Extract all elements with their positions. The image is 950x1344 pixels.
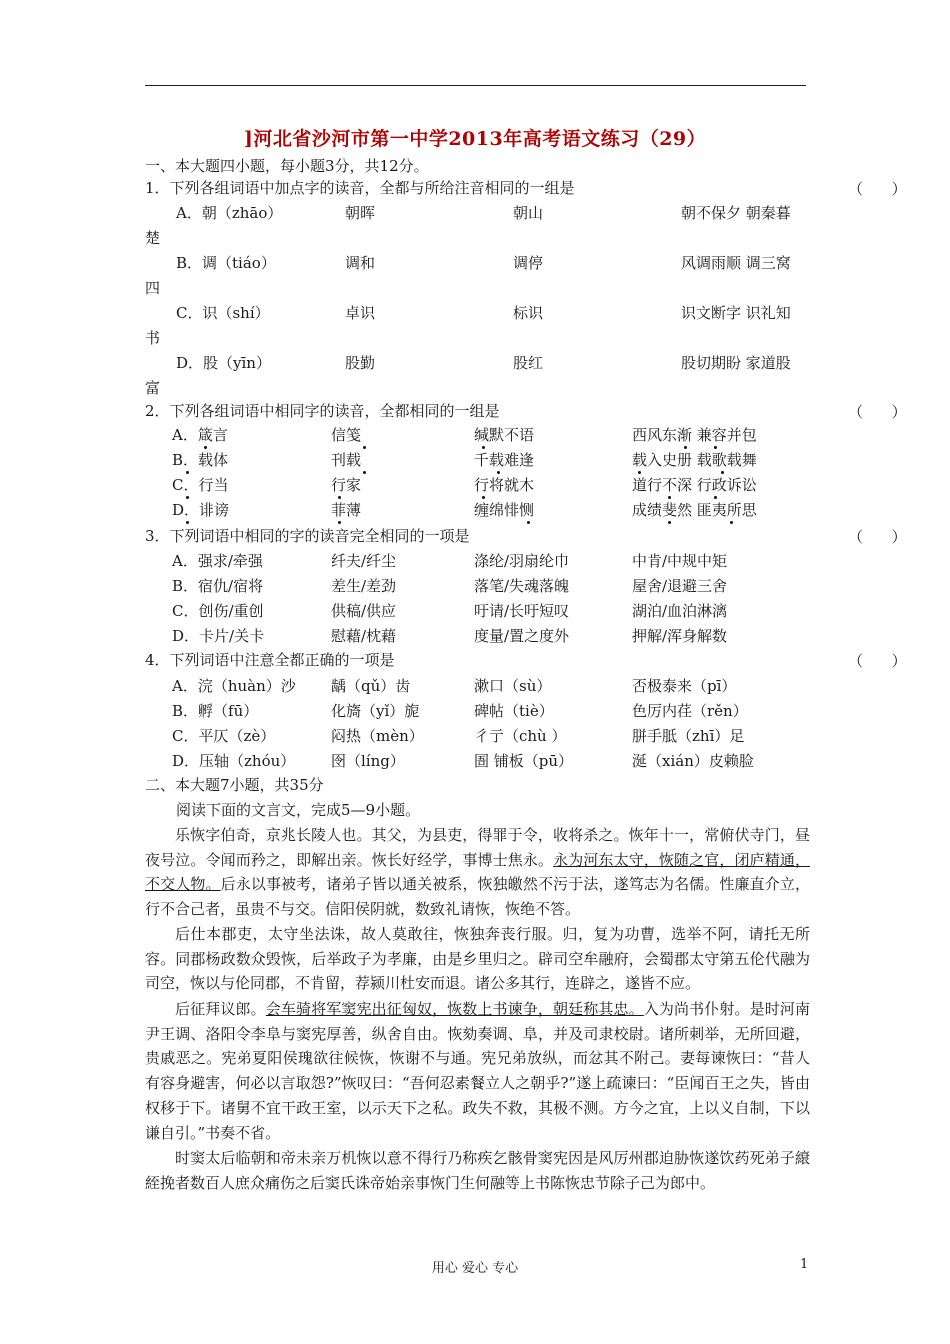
option-word: 色厉内荏（rěn） — [632, 702, 748, 720]
p3-underlined-sentence: 会车骑将军窦宪出征匈奴，恢数上书谏争，朝廷称其忠。 — [265, 1000, 644, 1018]
p1-text-1: 乐恢字伯奇，京兆长陵人也。其父，为县吏，得罪于令，收将杀之。恢年十一，常俯伏寺门，昼夜号泣。令闻而矜之，即解出亲。恢长好经学，事博士焦永。 — [145, 826, 810, 869]
q1-option-b — [0, 252, 950, 274]
option-word: 彳亍（chù ） — [474, 727, 567, 745]
option-label: D．股（yīn） — [176, 354, 271, 372]
option-word: 屋舍/退避三舍 — [632, 577, 728, 595]
option-word: 千载难逢 — [474, 451, 535, 469]
q1-option-d-wrap: 富 — [145, 379, 161, 397]
p1-underlined-sentence: 永为河东太守，恢随之官，闭庐精通，不交人物。 — [145, 850, 810, 894]
passage-paragraph-1 — [145, 823, 810, 922]
emphasis-dot — [527, 521, 530, 524]
section-1-heading: 一、本大题四小题，每小题3分，共12分。 — [145, 157, 429, 175]
q3-option-c — [0, 600, 950, 622]
p3-text-2: 入为尚书仆射。是时河南尹王调、洛阳令李阜与窦宪厚善，纵舍自由。恢劾奏调、阜，并及司隶校尉。诸所刺举，无所回避，贵戚恶之。宪弟夏阳侯瑰欲往候恢，恢谢不与通。宪兄弟放纵，而忿其不附己。妻每谏恢曰：“昔人有容身避害，何必以言取怨?”恢叹曰：“吾何忍素餐立人之朝乎?”遂上疏谏曰：“臣闻百王之失，皆由权移于下。诸舅不宜干政王室，以示天下之私。政失不救，其极不测。方今之宜，上以义自制，下以谦自引。”书奏不省。 — [145, 1000, 810, 1142]
option-word: 否极泰来（pī） — [632, 677, 737, 695]
option-word: 股勤 — [345, 354, 376, 372]
emphasis-dot — [668, 521, 671, 524]
emphasis-dot — [684, 446, 687, 449]
option-word: 风调雨顺 调三窝 — [681, 254, 791, 272]
option-word: 涎（xián）皮赖脸 — [632, 752, 754, 770]
option-word: 胼手胝（zhī）足 — [632, 727, 745, 745]
option-word: 闷热（mèn） — [331, 727, 424, 745]
option-word: 调停 — [513, 254, 544, 272]
option-word: 中肯/中规中矩 — [632, 552, 728, 570]
option-word: 调和 — [345, 254, 376, 272]
option-word: 刊载 — [331, 451, 362, 469]
option-word: 龋（qǔ）齿 — [331, 677, 411, 695]
q3-answer-bracket: （ ） — [848, 528, 907, 546]
option-word: 行将就木 — [474, 476, 535, 494]
emphasis-dot — [721, 471, 724, 474]
emphasis-dot — [497, 471, 500, 474]
q1-option-c — [0, 302, 950, 324]
footer-motto: 用心 爱心 专心 — [431, 1261, 519, 1276]
q4-option-b — [0, 700, 950, 722]
q2-option-b — [0, 449, 950, 471]
q4-option-c — [0, 725, 950, 747]
passage-paragraph-3 — [145, 997, 810, 1145]
q1-option-a-wrap: 楚 — [145, 229, 161, 247]
option-label: A．浣（huàn）沙 — [172, 677, 296, 695]
q2-option-c — [0, 474, 950, 496]
p1-text-2: 后永以事被考，诸弟子皆以通关被系，恢独皦然不污于法，遂笃志为名儒。性廉直介立，行不合己者，虽贵不与交。信阳侯阴就，数致礼请恢，恢绝不答。 — [145, 875, 810, 919]
q4-option-d — [0, 750, 950, 772]
q3-option-a — [0, 550, 950, 572]
option-word: 湖泊/血泊淋漓 — [632, 602, 728, 620]
option-word: 行家 — [331, 476, 362, 494]
option-word: 供稿/供应 — [331, 602, 397, 620]
emphasis-dot — [714, 446, 717, 449]
q3-stem: 3．下列词语中相同的字的读音完全相同的一项是 — [145, 527, 470, 545]
option-label: B．载体 — [172, 451, 229, 469]
emphasis-dot — [363, 471, 366, 474]
option-label: C．行当 — [172, 476, 229, 494]
option-word: 慰藉/枕藉 — [331, 627, 397, 645]
emphasis-dot — [363, 446, 366, 449]
option-word: 朝晖 — [345, 204, 376, 222]
option-word: 成绩斐然 匪夷所思 — [632, 501, 757, 519]
emphasis-dot — [186, 521, 189, 524]
q1-answer-bracket: （ ） — [848, 180, 907, 198]
option-word: 化旖（yǐ）旎 — [331, 702, 420, 720]
option-label: A．朝（zhāo） — [176, 204, 283, 222]
option-word: 漱口（sù） — [474, 677, 552, 695]
option-label: C．创伤/重创 — [172, 602, 264, 620]
emphasis-dot — [482, 496, 485, 499]
option-word: 缄默不语 — [474, 426, 535, 444]
option-word: 西风东渐 兼容并包 — [632, 426, 757, 444]
option-word: 落笔/失魂落魄 — [474, 577, 570, 595]
page-title: ]河北省沙河市第一中学2013年高考语文练习（29） — [243, 128, 707, 150]
emphasis-dot — [186, 471, 189, 474]
option-word: 涤纶/羽扇纶巾 — [474, 552, 570, 570]
option-word: 度量/置之度外 — [474, 627, 570, 645]
emphasis-dot — [204, 446, 207, 449]
option-word: 道行不深 行政诉讼 — [632, 476, 757, 494]
header-rule — [145, 85, 806, 86]
q1-option-b-wrap: 四 — [145, 279, 161, 297]
section-2-heading: 二、本大题7小题，共35分 — [145, 776, 324, 794]
option-word: 朝不保夕 朝秦暮 — [681, 204, 791, 222]
option-label: C．平仄（zè） — [172, 727, 276, 745]
option-word: 囹（líng） — [331, 752, 405, 770]
q4-stem: 4．下列词语中注意全都正确的一项是 — [145, 651, 395, 669]
option-label: B．宿仇/宿将 — [172, 577, 264, 595]
option-word: 载入史册 载歌载舞 — [632, 451, 757, 469]
option-word: 吁请/长吁短叹 — [474, 602, 570, 620]
option-label: C．识（shí） — [176, 304, 270, 322]
q2-stem: 2．下列各组词语中相同字的读音，全都相同的一组是 — [145, 402, 500, 420]
p3-text-1: 后征拜议郎。 — [175, 1000, 266, 1018]
q4-answer-bracket: （ ） — [848, 652, 907, 670]
q3-option-b — [0, 575, 950, 597]
q1-option-a — [0, 202, 950, 224]
option-word: 股切期盼 家道股 — [681, 354, 791, 372]
option-word: 圄 铺板（pū） — [474, 752, 574, 770]
q4-option-a — [0, 675, 950, 697]
option-word: 缠绵悱恻 — [474, 501, 535, 519]
q1-option-c-wrap: 书 — [145, 329, 161, 347]
q1-stem: 1．下列各组词语中加点字的读音，全都与所给注音相同的一组是 — [145, 179, 575, 197]
page-number: 1 — [800, 1257, 809, 1272]
emphasis-dot — [482, 446, 485, 449]
emphasis-dot — [668, 496, 671, 499]
q2-answer-bracket: （ ） — [848, 403, 907, 421]
option-label: D．卡片/关卡 — [172, 627, 265, 645]
emphasis-dot — [338, 521, 341, 524]
emphasis-dot — [638, 471, 641, 474]
option-label: A．箴言 — [172, 426, 228, 444]
q1-option-d — [0, 352, 950, 374]
option-word: 朝山 — [513, 204, 544, 222]
passage-paragraph-4: 时窦太后临朝和帝未亲万机恢以意不得行乃称疾乞骸骨窦宪因是风厉州郡迫胁恢遂饮药死弟子縗絰挽者数百人庶众痛伤之后窦氏诛帝始亲事恢门生何融等上书陈恢忠节除子己为郎中。 — [145, 1149, 810, 1192]
emphasis-dot — [730, 521, 733, 524]
option-word: 纤夫/纤尘 — [331, 552, 397, 570]
emphasis-dot — [714, 496, 717, 499]
option-label: B．孵（fū） — [172, 702, 259, 720]
option-word: 标识 — [513, 304, 544, 322]
option-word: 菲薄 — [331, 501, 362, 519]
option-word: 押解/浑身解数 — [632, 627, 728, 645]
option-word: 碑帖（tiè） — [474, 702, 554, 720]
option-word: 差生/差劲 — [331, 577, 397, 595]
emphasis-dot — [186, 496, 189, 499]
option-label: D．压轴（zhóu） — [172, 752, 296, 770]
passage-paragraph-2: 后仕本郡吏，太守坐法诛，故人莫敢往，恢独奔丧行服。归，复为功曹，选举不阿，请托无所容。同郡杨政数众毁恢，后举政子为孝廉，由是乡里归之。辟司空牟融府，会蜀郡太守第五伦代融为司空，恢以与伦同郡，不肯留，荐颍川杜安而退。诸公多其行，连辟之，遂皆不应。 — [145, 925, 810, 993]
emphasis-dot — [338, 496, 341, 499]
option-word: 股红 — [513, 354, 544, 372]
q3-option-d — [0, 625, 950, 647]
reading-instruction: 阅读下面的文言文，完成5—9小题。 — [176, 801, 421, 819]
option-word: 卓识 — [345, 304, 376, 322]
option-label: D．诽谤 — [172, 501, 230, 519]
option-label: A．强求/牵强 — [172, 552, 263, 570]
option-word: 信笺 — [331, 426, 362, 444]
q2-option-d — [0, 499, 950, 521]
option-label: B．调（tiáo） — [176, 254, 276, 272]
q2-option-a — [0, 424, 950, 446]
option-word: 识文断字 识礼知 — [681, 304, 791, 322]
